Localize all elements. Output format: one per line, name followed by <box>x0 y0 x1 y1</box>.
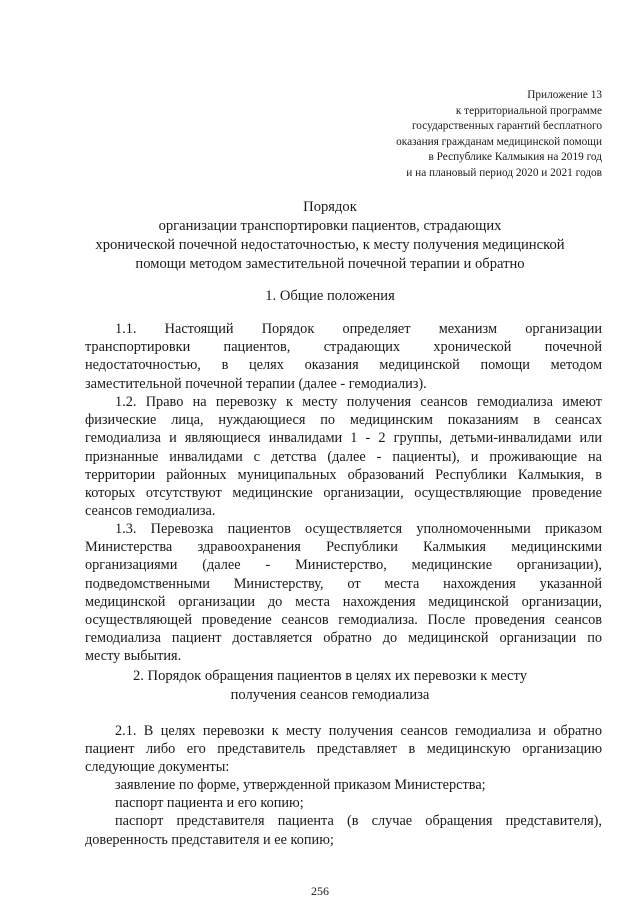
paragraph-line: организациями (далее - Министерство, медицинские организации), <box>85 557 602 574</box>
page-number: 256 <box>311 884 329 898</box>
paragraph-line: Министерства здравоохранения Республики Калмыкия медицинскими <box>85 539 602 556</box>
paragraph-line: недостаточностью, в целях оказания медицинской помощи методом <box>85 357 602 374</box>
appendix-line: государственных гарантий бесплатного <box>411 120 602 133</box>
title-line: Порядок <box>303 199 357 215</box>
paragraph-line: физические лица, нуждающиеся по медицинским показаниям в сеансах <box>85 412 602 429</box>
list-item: паспорт пациента и его копию; <box>115 795 304 812</box>
title-line: помощи методом заместительной почечной терапии и обратно <box>135 256 525 272</box>
paragraph-line: 1.2. Право на перевозку к месту получения сеансов гемодиализа имеют <box>115 394 602 410</box>
paragraph-line: сеансов гемодиализа. <box>85 503 216 520</box>
appendix-line: к территориальной программе <box>455 104 602 117</box>
appendix-line: в Республике Калмыкия на 2019 год <box>428 151 602 164</box>
paragraph-1-1 <box>85 320 602 393</box>
paragraph-line: 2.1. В целях перевозки к месту получения сеансов гемодиализа и обратно <box>115 723 602 739</box>
paragraph-line: транспортировки пациентов, страдающих хронической почечной <box>85 339 602 356</box>
section-2-heading <box>60 667 600 705</box>
paragraph-line: следующие документы: <box>85 759 230 776</box>
paragraph-line: гемодиализа пациент доставляется обратно до медицинской организации по <box>85 630 602 647</box>
paragraph-1-2 <box>85 393 602 520</box>
paragraph-line: признанные инвалидами с детства (далее - пациенты), и проживающие на <box>85 448 602 465</box>
heading-line: получения сеансов гемодиализа <box>230 687 430 703</box>
list-item: паспорт представителя пациента (в случае обращения представителя), <box>115 813 602 830</box>
paragraph-1-3 <box>85 520 602 666</box>
paragraph-line: заместительной почечной терапии (далее - гемодиализ). <box>85 375 427 392</box>
paragraph-line: 1.3. Перевозка пациентов осуществляется уполномоченными приказом <box>115 521 602 537</box>
appendix-line: Приложение 13 <box>527 89 602 101</box>
paragraph-line: осуществляющей проведение сеансов гемодиализа. После проведения сеансов <box>85 612 602 629</box>
document-list <box>85 776 602 849</box>
paragraph-line: 1.1. Настоящий Порядок определяет механизм организации <box>115 321 602 337</box>
appendix-line: оказания гражданам медицинской помощи <box>396 135 602 148</box>
list-item: доверенность представителя и ее копию; <box>85 831 334 848</box>
appendix-line: и на плановый период 2020 и 2021 годов <box>406 166 602 179</box>
heading-line: 2. Порядок обращения пациентов в целях их перевозки к месту <box>132 668 528 684</box>
paragraph-line: территории районных муниципальных образований Республики Калмыкия, в <box>85 466 602 483</box>
paragraph-line: гемодиализа и являющиеся инвалидами 1 - 2 группы, детьми-инвалидами или <box>85 430 602 447</box>
paragraph-line: пациент либо его представитель представляет в медицинскую организацию <box>85 741 602 758</box>
list-item: заявление по форме, утвержденной приказом Министерства; <box>115 777 486 793</box>
paragraph-line: месту выбытия. <box>85 648 182 665</box>
document-title <box>60 198 600 274</box>
appendix-header <box>396 88 602 182</box>
title-line: организации транспортировки пациентов, страдающих <box>158 218 502 234</box>
paragraph-line: подведомственными Министерству, от места нахождения указанной <box>85 575 602 592</box>
paragraph-line: которых отсутствуют медицинские организации, осуществляющие проведение <box>85 485 602 502</box>
section-1-heading: 1. Общие положения <box>265 288 395 304</box>
paragraph-2-1 <box>85 722 602 777</box>
title-line: хронической почечной недостаточностью, к месту получения медицинской <box>95 237 565 253</box>
paragraph-line: медицинской организации до места нахождения медицинской организации, <box>85 593 602 610</box>
